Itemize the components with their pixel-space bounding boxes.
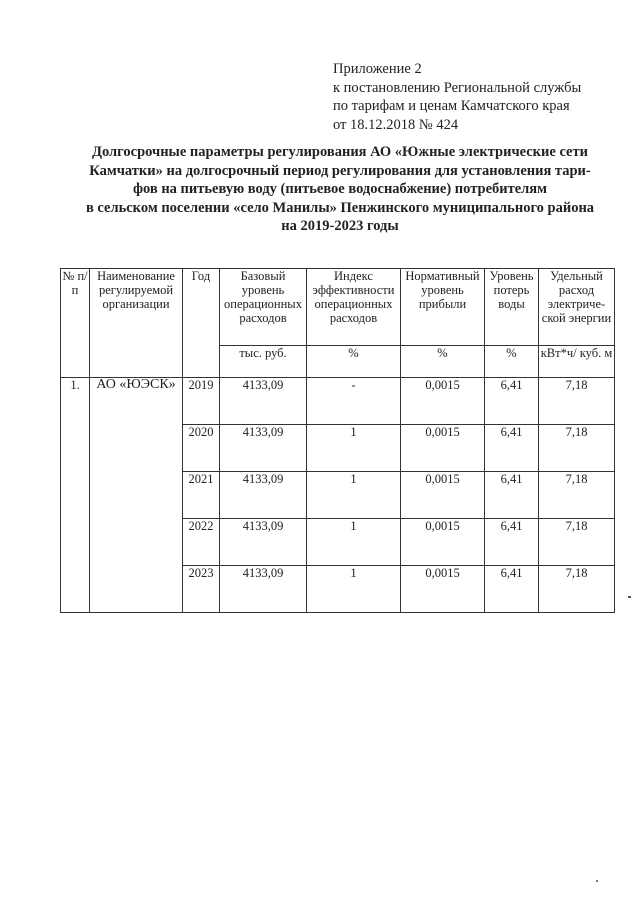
header-index: Индекс эффективности операционных расходов: [307, 269, 401, 346]
cell-energy: 7,18: [539, 378, 615, 425]
header-profit: Нормативный уровень прибыли: [401, 269, 485, 346]
cell-index: 1: [307, 472, 401, 519]
unit-index: %: [307, 346, 401, 378]
cell-loss: 6,41: [485, 378, 539, 425]
unit-loss: %: [485, 346, 539, 378]
cell-energy: 7,18: [539, 566, 615, 613]
appendix-line: от 18.12.2018 № 424: [333, 116, 459, 133]
cell-loss: 6,41: [485, 519, 539, 566]
header-energy: Удельный расход электриче-ской энергии: [539, 269, 615, 346]
cell-profit: 0,0015: [401, 566, 485, 613]
header-loss: Уровень потерь воды: [485, 269, 539, 346]
cell-index: 1: [307, 566, 401, 613]
appendix-line: Приложение 2: [333, 61, 422, 77]
parameters-table: [60, 268, 615, 613]
organization-name: АО «ЮЭСК»: [90, 378, 183, 613]
header-row: [61, 269, 615, 346]
document-title: [60, 143, 620, 236]
header-year: Год: [183, 269, 220, 378]
cell-year: 2020: [183, 425, 220, 472]
cell-loss: 6,41: [485, 566, 539, 613]
appendix-block: [333, 60, 581, 134]
table-row: [61, 378, 615, 425]
cell-base: 4133,09: [220, 519, 307, 566]
header-no: № п/п: [61, 269, 90, 378]
cell-index: -: [307, 378, 401, 425]
cell-year: 2021: [183, 472, 220, 519]
cell-base: 4133,09: [220, 566, 307, 613]
appendix-line: к постановлению Региональной службы: [333, 79, 582, 96]
cell-profit: 0,0015: [401, 425, 485, 472]
cell-base: 4133,09: [220, 378, 307, 425]
cell-year: 2023: [183, 566, 220, 613]
header-org: Наименование регулируемой организации: [90, 269, 183, 378]
cell-profit: 0,0015: [401, 472, 485, 519]
cell-base: 4133,09: [220, 425, 307, 472]
cell-energy: 7,18: [539, 519, 615, 566]
title-line: фов на питьевую воду (питьевое водоснабжение) потребителям: [132, 181, 548, 197]
row-number: 1.: [61, 378, 90, 613]
cell-year: 2019: [183, 378, 220, 425]
cell-loss: 6,41: [485, 425, 539, 472]
appendix-line: по тарифам и ценам Камчатского края: [333, 98, 570, 114]
cell-energy: 7,18: [539, 425, 615, 472]
header-base: Базовый уровень операционных расходов: [220, 269, 307, 346]
cell-profit: 0,0015: [401, 519, 485, 566]
title-line: Долгосрочные параметры регулирования АО «Южные электрические сети: [92, 144, 588, 160]
cell-energy: 7,18: [539, 472, 615, 519]
unit-energy: кВт*ч/ куб. м: [539, 346, 615, 378]
title-line: в сельском поселении «село Манилы» Пенжинского муниципального района: [85, 199, 595, 216]
scan-mark: [628, 596, 631, 598]
cell-year: 2022: [183, 519, 220, 566]
cell-profit: 0,0015: [401, 378, 485, 425]
title-line: Камчатки» на долгосрочный период регулирования для установления тари-: [89, 162, 591, 179]
cell-loss: 6,41: [485, 472, 539, 519]
cell-index: 1: [307, 425, 401, 472]
unit-base: тыс. руб.: [220, 346, 307, 378]
cell-index: 1: [307, 519, 401, 566]
unit-profit: %: [401, 346, 485, 378]
cell-base: 4133,09: [220, 472, 307, 519]
scan-mark: [596, 880, 598, 882]
title-line: на 2019-2023 годы: [281, 218, 399, 234]
